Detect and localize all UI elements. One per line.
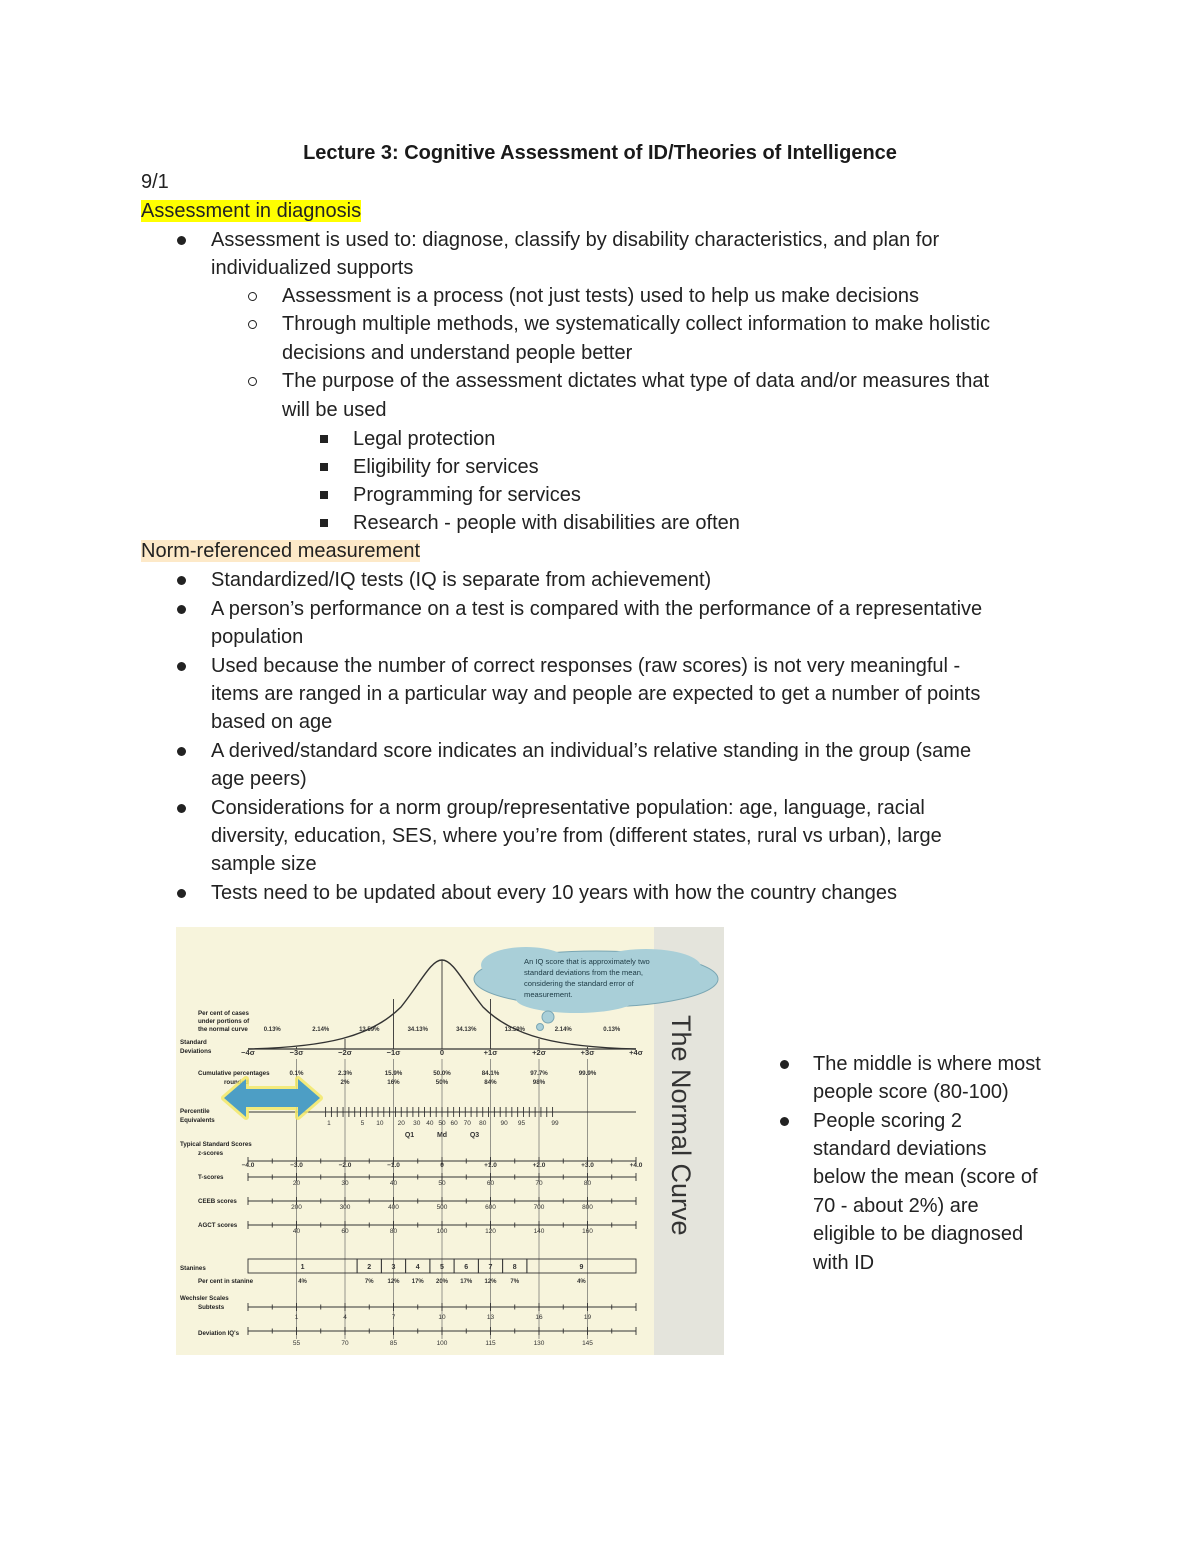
bullet-icon — [177, 576, 186, 585]
percent-cases-label: 34.13% — [407, 1027, 428, 1033]
ceeb-label: 400 — [388, 1204, 399, 1211]
deviation-iq-label: 130 — [533, 1340, 545, 1347]
side-note-text: standard deviations — [813, 1138, 987, 1160]
tscore-label: 60 — [486, 1180, 495, 1187]
percentile-label: 1 — [327, 1120, 331, 1127]
cumulative-label: 50.0% — [433, 1070, 451, 1077]
stanine-percent-label: 20% — [435, 1279, 449, 1285]
cumulative-label: 99.9% — [578, 1070, 597, 1077]
subsub-bullet-text: Legal protection — [353, 428, 496, 450]
zscore-label: −4.0 — [241, 1162, 255, 1169]
row-label: Typical Standard Scores — [180, 1141, 252, 1148]
row-label: Subtests — [198, 1304, 225, 1311]
stanine-label: 3 — [391, 1264, 396, 1271]
date-line: 9/1 — [141, 171, 169, 193]
side-note-text: below the mean (score of — [813, 1166, 1038, 1188]
agct-label: 60 — [341, 1228, 349, 1235]
percentile-label: 20 — [397, 1120, 405, 1127]
stanine-percent-label: 12% — [484, 1279, 497, 1285]
percent-cases-label: 2.14% — [554, 1027, 572, 1033]
hollow-bullet-icon — [248, 320, 257, 329]
quartile-label: Md — [436, 1132, 448, 1139]
agct-label: 40 — [292, 1228, 301, 1235]
bullet-text: Standardized/IQ tests (IQ is separate from achievement) — [211, 569, 712, 591]
zscore-label: +3.0 — [581, 1162, 594, 1169]
normal-curve-image — [176, 927, 724, 1355]
hollow-bullet-icon — [248, 377, 257, 386]
agct-label: 140 — [533, 1228, 545, 1235]
vertical-figure-title: The Normal Curve — [666, 1015, 696, 1236]
zscore-label: +2.0 — [532, 1162, 546, 1169]
square-bullet-icon — [320, 435, 328, 443]
quartile-label: Q1 — [404, 1132, 415, 1139]
bullet-text: Tests need to be updated about every 10 years with how the country changes — [211, 882, 897, 904]
percent-cases-label: 13.59% — [504, 1027, 525, 1033]
rounded-label: 84% — [484, 1079, 497, 1086]
rounded-label: 98% — [532, 1079, 546, 1086]
subsub-bullet-text: Research - people with disabilities are often — [353, 512, 740, 534]
bullet-text: sample size — [211, 853, 317, 875]
row-label: Per cent of cases — [198, 1010, 249, 1017]
square-bullet-icon — [320, 519, 328, 527]
highlighted-heading-text: Assessment in diagnosis — [141, 200, 362, 222]
square-bullet-icon — [320, 491, 328, 499]
deviation-iq-label: 55 — [292, 1340, 301, 1347]
stanine-percent-label: 17% — [411, 1279, 424, 1285]
stanine-label: 6 — [464, 1264, 469, 1271]
agct-label: 80 — [389, 1228, 398, 1235]
stanine-percent-label: 7% — [364, 1279, 374, 1285]
agct-label: 100 — [436, 1228, 448, 1235]
ceeb-label: 600 — [485, 1204, 496, 1211]
side-note-text: with ID — [813, 1252, 875, 1274]
row-label: Percentile — [180, 1108, 210, 1115]
stanine-label: 7 — [488, 1264, 493, 1271]
sub-bullet-text: will be used — [282, 399, 387, 421]
callout-text: measurement. — [524, 990, 573, 999]
sub-bullet-text: Through multiple methods, we systematically collect information to make holistic — [282, 313, 991, 335]
zscore-label: +4.0 — [629, 1162, 643, 1169]
row-label: under portions of — [198, 1018, 250, 1025]
bullet-text: diversity, education, SES, where you’re from (different states, rural vs urban), large — [211, 825, 942, 847]
bullet-text: individualized supports — [211, 257, 414, 279]
row-label: Wechsler Scales — [180, 1295, 229, 1302]
row-label: Equivalents — [180, 1117, 215, 1124]
percentile-label: 95 — [517, 1120, 526, 1127]
bullet-icon — [177, 747, 186, 756]
bullet-icon — [177, 662, 186, 671]
ceeb-label: 500 — [436, 1204, 448, 1211]
cumulative-label: 15.9% — [384, 1070, 403, 1077]
row-label: AGCT scores — [198, 1222, 238, 1229]
bullet-text: A person’s performance on a test is compared with the performance of a representative — [211, 598, 983, 620]
normal-curve-figure — [176, 927, 724, 1355]
bullet-icon — [177, 236, 186, 245]
stanine-percent-label: 4% — [298, 1279, 307, 1285]
bullet-text: Assessment is used to: diagnose, classify by disability characteristics, and plan for — [211, 229, 940, 251]
bullet-icon — [780, 1060, 789, 1069]
bullet-text: based on age — [211, 711, 333, 733]
sub-bullet-text: The purpose of the assessment dictates what type of data and/or measures that — [282, 370, 990, 392]
zscore-label: −2.0 — [338, 1162, 352, 1169]
deviation-iq-label: 100 — [436, 1340, 448, 1347]
bullet-text: Used because the number of correct responses (raw scores) is not very meaningful - — [211, 655, 961, 677]
stanine-label: 2 — [367, 1264, 372, 1271]
sub-bullet-text: decisions and understand people better — [282, 342, 633, 364]
row-label: Per cent in stanine — [198, 1278, 254, 1285]
tscore-label: 20 — [292, 1180, 301, 1187]
square-bullet-icon — [320, 463, 328, 471]
sigma-label: +1σ — [483, 1048, 498, 1057]
wechsler-label: 7 — [391, 1314, 396, 1321]
cumulative-label: 97.7% — [530, 1070, 548, 1077]
side-note-text: people score (80-100) — [813, 1081, 1009, 1103]
wechsler-label: 4 — [343, 1314, 347, 1321]
sigma-label: +3σ — [580, 1048, 595, 1057]
row-label: rounded — [224, 1079, 249, 1086]
percent-cases-label: 0.13% — [603, 1027, 621, 1033]
subsub-bullet-text: Eligibility for services — [353, 456, 539, 478]
percent-cases-label: 34.13% — [456, 1027, 477, 1033]
wechsler-label: 19 — [583, 1314, 592, 1321]
row-label: Deviations — [180, 1048, 212, 1055]
percent-cases-label: 13.59% — [359, 1027, 380, 1033]
section-heading-norm — [141, 537, 420, 565]
tscore-label: 30 — [341, 1180, 349, 1187]
sigma-label: +2σ — [532, 1048, 546, 1057]
stanine-percent-label: 17% — [460, 1279, 473, 1285]
stanine-label: 8 — [512, 1264, 517, 1271]
callout-text: standard deviations from the mean, — [524, 968, 644, 977]
deviation-iq-label: 115 — [485, 1340, 496, 1347]
cumulative-label: 84.1% — [481, 1070, 500, 1077]
side-note-text: People scoring 2 — [813, 1110, 962, 1132]
agct-label: 160 — [582, 1228, 593, 1235]
wechsler-label: 10 — [438, 1314, 446, 1321]
percentile-label: 5 — [360, 1120, 365, 1127]
percentile-label: 99 — [551, 1120, 559, 1127]
bullet-text: Considerations for a norm group/representative population: age, language, racial — [211, 797, 925, 819]
row-label: CEEB scores — [198, 1198, 237, 1205]
stanine-label: 4 — [415, 1264, 420, 1271]
agct-label: 120 — [485, 1228, 496, 1235]
percentile-label: 90 — [500, 1120, 508, 1127]
percentile-label: 10 — [376, 1120, 384, 1127]
wechsler-label: 13 — [486, 1314, 495, 1321]
stanine-percent-label: 4% — [577, 1279, 586, 1285]
sigma-label: −3σ — [289, 1048, 304, 1057]
zscore-label: −1.0 — [387, 1162, 400, 1169]
stanine-percent-label: 7% — [510, 1279, 520, 1285]
rounded-label: 50% — [435, 1079, 449, 1086]
zscore-label: +1.0 — [484, 1162, 497, 1169]
bullet-text: A derived/standard score indicates an individual’s relative standing in the group (same — [211, 740, 972, 762]
percent-cases-label: 2.14% — [312, 1027, 330, 1033]
sub-bullet-text: Assessment is a process (not just tests) used to help us make decisions — [282, 285, 919, 307]
callout-text: An IQ score that is approximately two — [524, 957, 650, 966]
bullet-icon — [177, 804, 186, 813]
rounded-label: 2% — [340, 1079, 350, 1086]
sigma-label: −4σ — [241, 1048, 255, 1057]
ceeb-label: 200 — [291, 1204, 302, 1211]
cumulative-label: 0.1% — [289, 1070, 304, 1077]
bullet-icon — [177, 605, 186, 614]
row-label: z-scores — [198, 1150, 224, 1157]
quartile-label: Q3 — [469, 1132, 480, 1139]
tscore-label: 40 — [389, 1180, 398, 1187]
percentile-label: 70 — [463, 1120, 471, 1127]
percentile-label: 40 — [426, 1120, 434, 1127]
row-label: T-scores — [198, 1174, 224, 1181]
sigma-label: −2σ — [338, 1048, 352, 1057]
percentile-label: 30 — [413, 1120, 421, 1127]
percentile-label: 50 — [438, 1120, 446, 1127]
bullet-text: population — [211, 626, 304, 648]
bullet-text: age peers) — [211, 768, 307, 790]
row-label: Cumulative percentages — [198, 1070, 270, 1077]
bullet-icon — [780, 1117, 789, 1126]
zscore-label: 0 — [440, 1162, 444, 1169]
percent-cases-label: 0.13% — [263, 1027, 281, 1033]
callout-text: considering the standard error of — [524, 979, 634, 988]
wechsler-label: 16 — [535, 1314, 543, 1321]
sigma-label: 0 — [439, 1048, 445, 1057]
row-label: Stanines — [180, 1265, 206, 1272]
stanine-label: 9 — [579, 1264, 584, 1271]
rounded-label: 16% — [387, 1079, 400, 1086]
tscore-label: 50 — [438, 1180, 446, 1187]
stanine-label: 1 — [300, 1264, 305, 1271]
side-note-text: eligible to be diagnosed — [813, 1223, 1024, 1245]
bullet-text: items are ranged in a particular way and people are expected to get a number of points — [211, 683, 981, 705]
deviation-iq-label: 145 — [582, 1340, 593, 1347]
percentile-label: 80 — [479, 1120, 487, 1127]
row-label: the normal curve — [198, 1026, 248, 1033]
sigma-label: −1σ — [386, 1048, 401, 1057]
tscore-label: 80 — [583, 1180, 592, 1187]
document-title: Lecture 3: Cognitive Assessment of ID/Theories of Intelligence — [303, 142, 897, 164]
zscore-label: −3.0 — [290, 1162, 303, 1169]
highlighted-heading-text: Norm-referenced measurement — [141, 540, 420, 562]
deviation-iq-label: 70 — [341, 1340, 349, 1347]
wechsler-label: 1 — [294, 1314, 299, 1321]
ceeb-label: 300 — [339, 1204, 351, 1211]
row-label: Deviation IQ's — [198, 1330, 240, 1337]
section-heading-assessment — [141, 197, 361, 225]
percentile-label: 60 — [450, 1120, 458, 1127]
ceeb-label: 700 — [533, 1204, 545, 1211]
side-note-text: The middle is where most — [813, 1053, 1041, 1075]
row-label: Standard — [180, 1039, 207, 1046]
hollow-bullet-icon — [248, 292, 257, 301]
bullet-icon — [177, 889, 186, 898]
side-note-text: 70 - about 2%) are — [813, 1195, 979, 1217]
cumulative-label: 2.3% — [337, 1070, 353, 1077]
stanine-label: 5 — [440, 1264, 444, 1271]
tscore-label: 70 — [535, 1180, 543, 1187]
subsub-bullet-text: Programming for services — [353, 484, 581, 506]
ceeb-label: 800 — [582, 1204, 593, 1211]
deviation-iq-label: 85 — [389, 1340, 398, 1347]
stanine-percent-label: 12% — [387, 1279, 400, 1285]
sigma-label: +4σ — [629, 1048, 643, 1057]
